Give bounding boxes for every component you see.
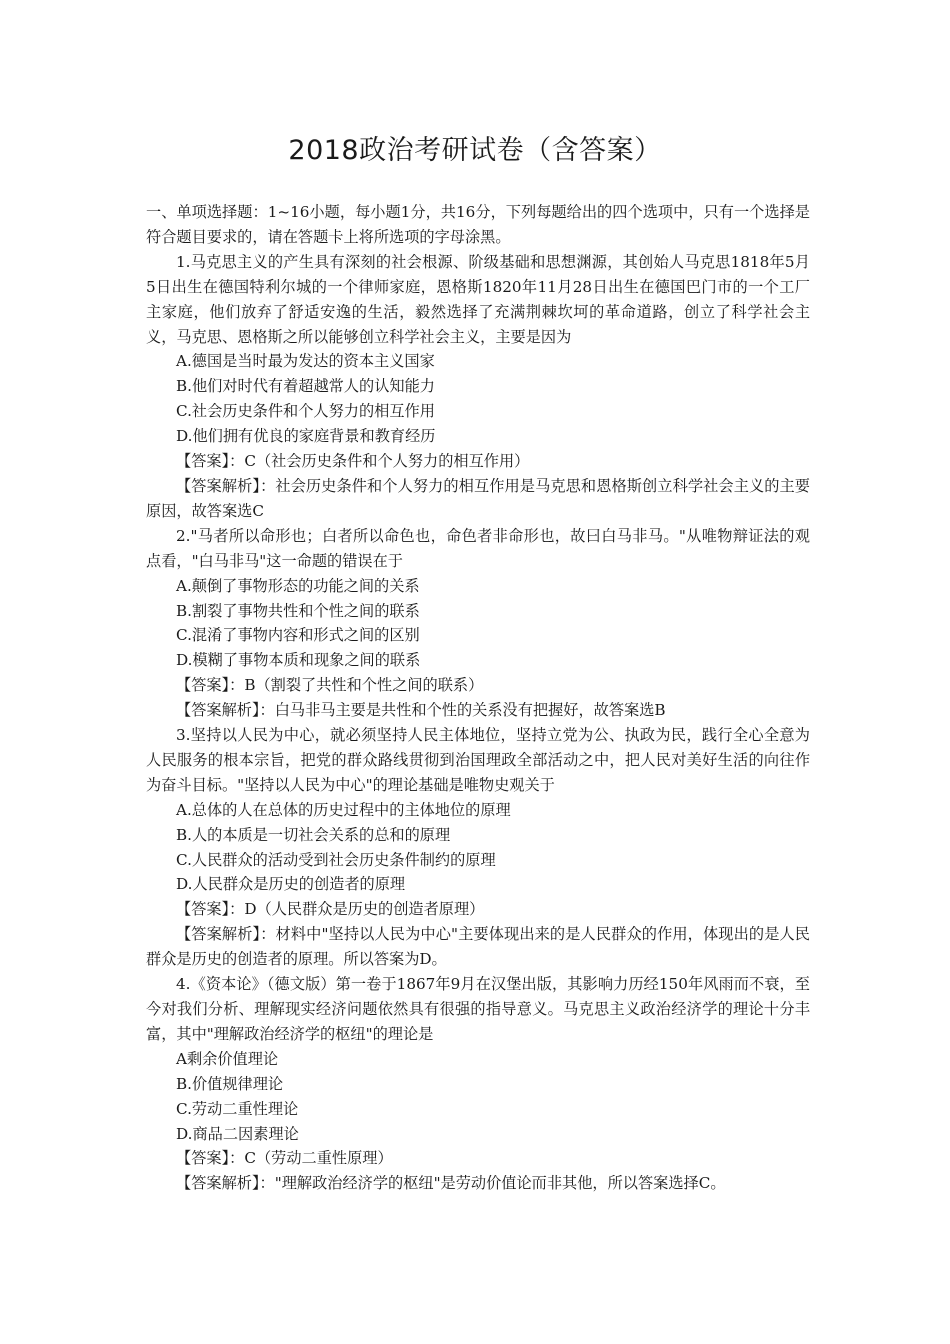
document-body <box>146 200 810 1196</box>
option-c: C.人民群众的活动受到社会历史条件制约的原理 <box>176 850 496 869</box>
option-a: A.总体的人在总体的历史过程中的主体地位的原理 <box>176 800 511 819</box>
answer-line: 【答案】：B（割裂了共性和个性之间的联系） <box>176 676 484 695</box>
section-intro: 一、单项选择题：1~16小题，每小题1分，共16分，下列每题给出的四个选项中，只有一个选择是符合题目要求的，请在答题卡上将所选项的字母涂黑。 <box>146 203 810 246</box>
answer-analysis: 【答案解析】：社会历史条件和个人努力的相互作用是马克思和恩格斯创立科学社会主义的主要原因，故答案选C <box>146 476 810 520</box>
answer-line: 【答案】：C（社会历史条件和个人努力的相互作用） <box>176 452 530 471</box>
question-block <box>146 972 810 1196</box>
option-b: B.人的本质是一切社会关系的总和的原理 <box>176 825 451 844</box>
answer-analysis: 【答案解析】："理解政治经济学的枢纽"是劳动价值论而非其他，所以答案选择C。 <box>176 1174 726 1193</box>
option-a: A剩余价值理论 <box>176 1049 279 1068</box>
answer-analysis: 【答案解析】：材料中"坚持以人民为中心"主要体现出来的是人民群众的作用，体现出的是人民群众是历史的创造者的原理。所以答案为D。 <box>146 925 810 969</box>
option-a: A.德国是当时最为发达的资本主义国家 <box>176 352 435 371</box>
answer-analysis: 【答案解析】：白马非马主要是共性和个性的关系没有把握好，故答案选B <box>176 701 666 720</box>
question-block <box>146 250 810 524</box>
option-c: C.混淆了事物内容和形式之间的区别 <box>176 626 420 645</box>
question-stem: 3.坚持以人民为中心，就必须坚持人民主体地位，坚持立党为公、执政为民，践行全心全意为人民服务的根本宗旨，把党的群众路线贯彻到治国理政全部活动之中，把人民对美好生活的向往作为奋斗目标。"坚持以人民为中心"的理论基础是唯物史观关于 <box>146 726 810 794</box>
option-b: B.他们对时代有着超越常人的认知能力 <box>176 377 435 396</box>
page-title: 2018政治考研试卷（含答案） <box>288 135 662 166</box>
option-a: A.颠倒了事物形态的功能之间的关系 <box>176 576 420 595</box>
question-block <box>146 723 810 972</box>
option-b: B.价值规律理论 <box>176 1074 284 1093</box>
answer-line: 【答案】：C（劳动二重性原理） <box>176 1149 393 1168</box>
option-c: C.劳动二重性理论 <box>176 1099 299 1118</box>
option-d: D.人民群众是历史的创造者的原理 <box>176 875 406 894</box>
option-d: D.模糊了事物本质和现象之间的联系 <box>176 651 421 670</box>
answer-line: 【答案】：D（人民群众是历史的创造者原理） <box>176 900 485 919</box>
option-c: C.社会历史条件和个人努力的相互作用 <box>176 402 435 421</box>
question-stem: 4.《资本论》（德文版）第一卷于1867年9月在汉堡出版，其影响力历经150年风雨而不衰，至今对我们分析、理解现实经济问题依然具有很强的指导意义。马克思主义政治经济学的理论十分丰富，其中"理解政治经济学的枢纽"的理论是 <box>146 975 810 1043</box>
option-b: B.割裂了事物共性和个性之间的联系 <box>176 601 420 620</box>
question-stem: 1.马克思主义的产生具有深刻的社会根源、阶级基础和思想渊源，其创始人马克思1818年5月5日出生在德国特利尔城的一个律师家庭，恩格斯1820年11月28日出生在德国巴门市的一个工厂主家庭，他们放弃了舒适安逸的生活，毅然选择了充满荆棘坎坷的革命道路，创立了科学社会主义，马克思、恩格斯之所以能够创立科学社会主义，主要是因为 <box>146 252 810 346</box>
option-d: D.他们拥有优良的家庭背景和教育经历 <box>176 427 436 446</box>
question-stem: 2."马者所以命形也；白者所以命色也，命色者非命形也，故曰白马非马。"从唯物辩证法的观点看，"白马非马"这一命题的错误在于 <box>146 526 810 570</box>
option-d: D.商品二因素理论 <box>176 1124 299 1143</box>
question-block <box>146 524 810 723</box>
